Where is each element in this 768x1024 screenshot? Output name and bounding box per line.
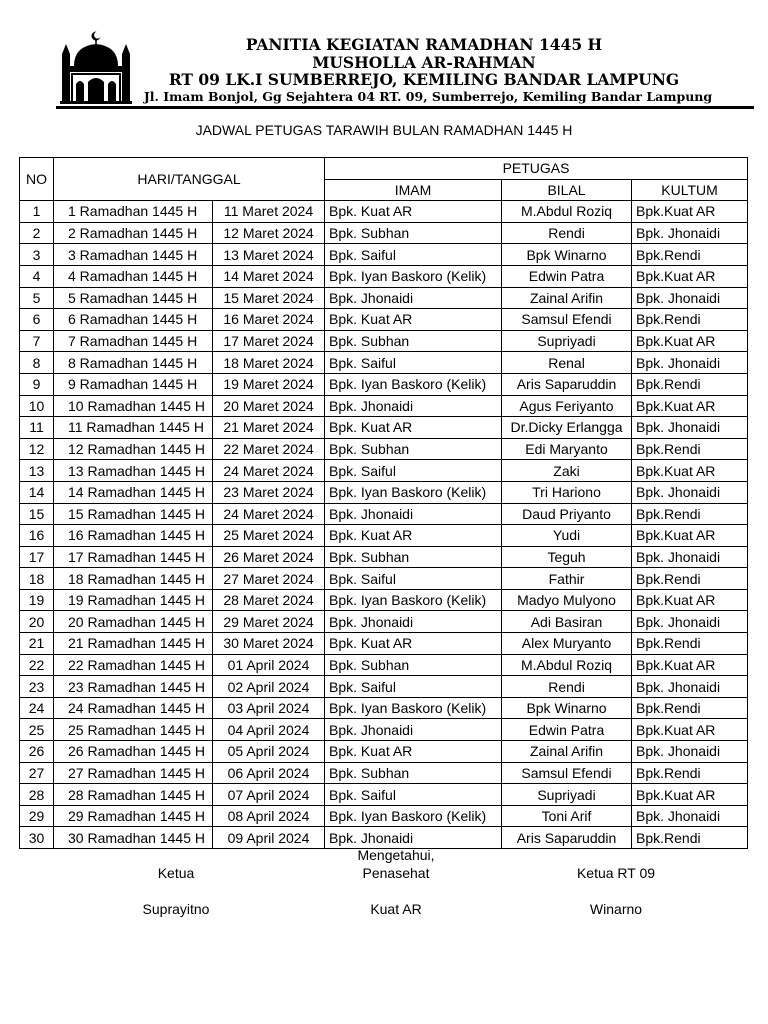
row-hari: 7 Ramadhan 1445 H (54, 330, 213, 352)
row-bilal: Zaki (502, 460, 632, 482)
table-row (20, 265, 748, 287)
table-row (20, 697, 748, 719)
row-no: 27 (20, 762, 54, 784)
table-row (20, 222, 748, 244)
penasehat-label: Penasehat (362, 865, 430, 881)
row-tanggal: 11 Maret 2024 (213, 201, 325, 223)
row-hari: 18 Ramadhan 1445 H (54, 568, 213, 590)
row-bilal: Dr.Dicky Erlangga (502, 417, 632, 439)
row-kultum: Bpk. Jhonaidi (632, 676, 748, 698)
row-bilal: Tri Hariono (502, 481, 632, 503)
table-row (20, 503, 748, 525)
row-bilal: Aris Saparuddin (502, 827, 632, 849)
row-tanggal: 08 April 2024 (213, 805, 325, 827)
row-no: 11 (20, 417, 54, 439)
row-tanggal: 14 Maret 2024 (213, 265, 325, 287)
row-imam: Bpk. Jhonaidi (325, 719, 502, 741)
table-row (20, 244, 748, 266)
committee-title: PANITIA KEGIATAN RAMADHAN 1445 H (245, 35, 603, 54)
row-imam: Bpk. Iyan Baskoro (Kelik) (325, 805, 502, 827)
row-kultum: Bpk.Rendi (632, 633, 748, 655)
row-hari: 24 Ramadhan 1445 H (54, 697, 213, 719)
table-row (20, 784, 748, 806)
table-row (20, 395, 748, 417)
row-imam: Bpk. Jhonaidi (325, 395, 502, 417)
row-imam: Bpk. Saiful (325, 460, 502, 482)
row-kultum: Bpk.Rendi (632, 438, 748, 460)
row-kultum: Bpk.Rendi (632, 568, 748, 590)
row-tanggal: 19 Maret 2024 (213, 373, 325, 395)
row-bilal: Samsul Efendi (502, 762, 632, 784)
row-no: 22 (20, 654, 54, 676)
row-tanggal: 24 Maret 2024 (213, 460, 325, 482)
row-bilal: Toni Arif (502, 805, 632, 827)
row-kultum: Bpk.Rendi (632, 762, 748, 784)
table-row (20, 330, 748, 352)
row-hari: 8 Ramadhan 1445 H (54, 352, 213, 374)
ketua-name: Suprayitno (142, 901, 210, 917)
table-row (20, 287, 748, 309)
row-tanggal: 13 Maret 2024 (213, 244, 325, 266)
table-row (20, 460, 748, 482)
row-hari: 23 Ramadhan 1445 H (54, 676, 213, 698)
header-hari-tanggal: HARI/TANGGAL (54, 158, 325, 201)
row-no: 24 (20, 697, 54, 719)
row-tanggal: 26 Maret 2024 (213, 546, 325, 568)
row-no: 7 (20, 330, 54, 352)
row-hari: 4 Ramadhan 1445 H (54, 265, 213, 287)
address-line: Jl. Imam Bonjol, Gg Sejahtera 04 RT. 09, Sumberrejo, Kemiling Bandar Lampung (143, 89, 713, 104)
row-tanggal: 16 Maret 2024 (213, 309, 325, 331)
row-tanggal: 12 Maret 2024 (213, 222, 325, 244)
row-hari: 25 Ramadhan 1445 H (54, 719, 213, 741)
row-kultum: Bpk.Kuat AR (632, 330, 748, 352)
row-imam: Bpk. Subhan (325, 330, 502, 352)
row-hari: 17 Ramadhan 1445 H (54, 546, 213, 568)
row-hari: 6 Ramadhan 1445 H (54, 309, 213, 331)
row-hari: 27 Ramadhan 1445 H (54, 762, 213, 784)
row-no: 20 (20, 611, 54, 633)
row-kultum: Bpk.Kuat AR (632, 460, 748, 482)
table-row (20, 373, 748, 395)
row-imam: Bpk. Saiful (325, 676, 502, 698)
row-tanggal: 23 Maret 2024 (213, 481, 325, 503)
row-bilal: Adi Basiran (502, 611, 632, 633)
row-bilal: Edi Maryanto (502, 438, 632, 460)
row-bilal: Daud Priyanto (502, 503, 632, 525)
table-row (20, 525, 748, 547)
row-imam: Bpk. Kuat AR (325, 417, 502, 439)
row-hari: 12 Ramadhan 1445 H (54, 438, 213, 460)
row-imam: Bpk. Iyan Baskoro (Kelik) (325, 697, 502, 719)
schedule-table (19, 157, 748, 849)
row-imam: Bpk. Iyan Baskoro (Kelik) (325, 481, 502, 503)
row-no: 9 (20, 373, 54, 395)
row-imam: Bpk. Iyan Baskoro (Kelik) (325, 589, 502, 611)
row-imam: Bpk. Jhonaidi (325, 611, 502, 633)
row-no: 3 (20, 244, 54, 266)
row-no: 16 (20, 525, 54, 547)
row-kultum: Bpk. Jhonaidi (632, 352, 748, 374)
row-bilal: Alex Muryanto (502, 633, 632, 655)
ketua-label: Ketua (157, 865, 195, 881)
row-no: 8 (20, 352, 54, 374)
row-tanggal: 09 April 2024 (213, 827, 325, 849)
row-bilal: Zainal Arifin (502, 741, 632, 763)
table-row (20, 805, 748, 827)
row-bilal: M.Abdul Roziq (502, 654, 632, 676)
row-bilal: Edwin Patra (502, 265, 632, 287)
row-bilal: Bpk Winarno (502, 697, 632, 719)
row-no: 13 (20, 460, 54, 482)
row-hari: 29 Ramadhan 1445 H (54, 805, 213, 827)
table-row (20, 827, 748, 849)
row-bilal: Teguh (502, 546, 632, 568)
table-row (20, 568, 748, 590)
row-imam: Bpk. Kuat AR (325, 525, 502, 547)
row-imam: Bpk. Saiful (325, 244, 502, 266)
row-bilal: Supriyadi (502, 784, 632, 806)
row-hari: 28 Ramadhan 1445 H (54, 784, 213, 806)
row-kultum: Bpk. Jhonaidi (632, 417, 748, 439)
row-tanggal: 05 April 2024 (213, 741, 325, 763)
row-bilal: Fathir (502, 568, 632, 590)
row-no: 19 (20, 589, 54, 611)
ketua-rt-label: Ketua RT 09 (576, 865, 656, 881)
row-no: 6 (20, 309, 54, 331)
header-no: NO (20, 158, 54, 201)
row-no: 5 (20, 287, 54, 309)
row-imam: Bpk. Saiful (325, 784, 502, 806)
row-tanggal: 22 Maret 2024 (213, 438, 325, 460)
row-no: 29 (20, 805, 54, 827)
row-no: 10 (20, 395, 54, 417)
table-row (20, 611, 748, 633)
row-no: 4 (20, 265, 54, 287)
row-kultum: Bpk.Kuat AR (632, 265, 748, 287)
row-hari: 14 Ramadhan 1445 H (54, 481, 213, 503)
row-hari: 15 Ramadhan 1445 H (54, 503, 213, 525)
row-no: 25 (20, 719, 54, 741)
table-row (20, 546, 748, 568)
ketua-rt-name: Winarno (589, 901, 643, 917)
row-no: 21 (20, 633, 54, 655)
row-tanggal: 18 Maret 2024 (213, 352, 325, 374)
row-bilal: M.Abdul Roziq (502, 201, 632, 223)
row-no: 12 (20, 438, 54, 460)
row-kultum: Bpk. Jhonaidi (632, 546, 748, 568)
table-row (20, 438, 748, 460)
row-no: 18 (20, 568, 54, 590)
row-kultum: Bpk.Kuat AR (632, 719, 748, 741)
row-imam: Bpk. Subhan (325, 222, 502, 244)
row-hari: 5 Ramadhan 1445 H (54, 287, 213, 309)
table-row (20, 352, 748, 374)
table-row (20, 201, 748, 223)
row-imam: Bpk. Subhan (325, 654, 502, 676)
row-imam: Bpk. Jhonaidi (325, 503, 502, 525)
table-row (20, 589, 748, 611)
header-kultum: KULTUM (632, 179, 748, 201)
row-imam: Bpk. Jhonaidi (325, 287, 502, 309)
row-kultum: Bpk.Rendi (632, 309, 748, 331)
row-bilal: Rendi (502, 222, 632, 244)
musholla-name: MUSHOLLA AR-RAHMAN (312, 53, 536, 72)
row-imam: Bpk. Subhan (325, 438, 502, 460)
row-hari: 9 Ramadhan 1445 H (54, 373, 213, 395)
header-bilal: BILAL (502, 179, 632, 201)
row-no: 17 (20, 546, 54, 568)
row-kultum: Bpk. Jhonaidi (632, 287, 748, 309)
row-hari: 20 Ramadhan 1445 H (54, 611, 213, 633)
row-tanggal: 20 Maret 2024 (213, 395, 325, 417)
document-title: JADWAL PETUGAS TARAWIH BULAN RAMADHAN 1445 H (195, 122, 573, 138)
row-imam: Bpk. Kuat AR (325, 633, 502, 655)
row-tanggal: 25 Maret 2024 (213, 525, 325, 547)
row-tanggal: 30 Maret 2024 (213, 633, 325, 655)
row-tanggal: 21 Maret 2024 (213, 417, 325, 439)
table-row (20, 719, 748, 741)
table-row (20, 676, 748, 698)
row-kultum: Bpk.Kuat AR (632, 525, 748, 547)
row-tanggal: 01 April 2024 (213, 654, 325, 676)
row-kultum: Bpk. Jhonaidi (632, 741, 748, 763)
row-tanggal: 02 April 2024 (213, 676, 325, 698)
row-kultum: Bpk.Rendi (632, 244, 748, 266)
table-row (20, 633, 748, 655)
row-tanggal: 29 Maret 2024 (213, 611, 325, 633)
row-hari: 1 Ramadhan 1445 H (54, 201, 213, 223)
row-bilal: Supriyadi (502, 330, 632, 352)
row-imam: Bpk. Kuat AR (325, 741, 502, 763)
table-row (20, 654, 748, 676)
row-tanggal: 03 April 2024 (213, 697, 325, 719)
row-hari: 11 Ramadhan 1445 H (54, 417, 213, 439)
row-kultum: Bpk. Jhonaidi (632, 805, 748, 827)
row-hari: 22 Ramadhan 1445 H (54, 654, 213, 676)
row-kultum: Bpk.Rendi (632, 827, 748, 849)
row-hari: 21 Ramadhan 1445 H (54, 633, 213, 655)
row-bilal: Rendi (502, 676, 632, 698)
row-imam: Bpk. Iyan Baskoro (Kelik) (325, 265, 502, 287)
row-bilal: Aris Saparuddin (502, 373, 632, 395)
row-tanggal: 06 April 2024 (213, 762, 325, 784)
row-imam: Bpk. Iyan Baskoro (Kelik) (325, 373, 502, 395)
row-no: 30 (20, 827, 54, 849)
mengetahui-label: Mengetahui, (357, 847, 435, 863)
row-no: 15 (20, 503, 54, 525)
row-imam: Bpk. Saiful (325, 568, 502, 590)
row-kultum: Bpk.Kuat AR (632, 201, 748, 223)
table-row (20, 762, 748, 784)
row-no: 26 (20, 741, 54, 763)
row-hari: 30 Ramadhan 1445 H (54, 827, 213, 849)
row-bilal: Samsul Efendi (502, 309, 632, 331)
schedule-rows (20, 201, 748, 849)
row-tanggal: 07 April 2024 (213, 784, 325, 806)
row-no: 2 (20, 222, 54, 244)
row-bilal: Zainal Arifin (502, 287, 632, 309)
row-tanggal: 28 Maret 2024 (213, 589, 325, 611)
row-kultum: Bpk. Jhonaidi (632, 611, 748, 633)
row-hari: 10 Ramadhan 1445 H (54, 395, 213, 417)
row-hari: 2 Ramadhan 1445 H (54, 222, 213, 244)
row-hari: 13 Ramadhan 1445 H (54, 460, 213, 482)
row-no: 28 (20, 784, 54, 806)
row-kultum: Bpk.Kuat AR (632, 589, 748, 611)
location-line: RT 09 LK.I SUMBERREJO, KEMILING BANDAR LAMPUNG (168, 70, 680, 89)
header-imam: IMAM (325, 179, 502, 201)
row-imam: Bpk. Subhan (325, 762, 502, 784)
row-hari: 19 Ramadhan 1445 H (54, 589, 213, 611)
row-tanggal: 27 Maret 2024 (213, 568, 325, 590)
row-no: 1 (20, 201, 54, 223)
row-kultum: Bpk.Rendi (632, 373, 748, 395)
row-kultum: Bpk. Jhonaidi (632, 222, 748, 244)
row-bilal: Bpk Winarno (502, 244, 632, 266)
row-tanggal: 15 Maret 2024 (213, 287, 325, 309)
row-kultum: Bpk.Rendi (632, 503, 748, 525)
row-kultum: Bpk.Kuat AR (632, 654, 748, 676)
header-petugas: PETUGAS (325, 158, 748, 180)
row-kultum: Bpk. Jhonaidi (632, 481, 748, 503)
header-divider (56, 106, 754, 109)
row-hari: 3 Ramadhan 1445 H (54, 244, 213, 266)
row-imam: Bpk. Saiful (325, 352, 502, 374)
row-tanggal: 17 Maret 2024 (213, 330, 325, 352)
row-bilal: Yudi (502, 525, 632, 547)
table-row (20, 309, 748, 331)
row-imam: Bpk. Kuat AR (325, 201, 502, 223)
row-kultum: Bpk.Kuat AR (632, 784, 748, 806)
row-hari: 16 Ramadhan 1445 H (54, 525, 213, 547)
row-imam: Bpk. Jhonaidi (325, 827, 502, 849)
row-imam: Bpk. Subhan (325, 546, 502, 568)
row-hari: 26 Ramadhan 1445 H (54, 741, 213, 763)
row-kultum: Bpk.Rendi (632, 697, 748, 719)
row-bilal: Agus Feriyanto (502, 395, 632, 417)
letterhead (0, 0, 768, 110)
table-row (20, 481, 748, 503)
table-row (20, 741, 748, 763)
row-tanggal: 04 April 2024 (213, 719, 325, 741)
row-bilal: Edwin Patra (502, 719, 632, 741)
penasehat-name: Kuat AR (370, 901, 422, 917)
row-bilal: Madyo Mulyono (502, 589, 632, 611)
row-tanggal: 24 Maret 2024 (213, 503, 325, 525)
row-no: 14 (20, 481, 54, 503)
row-bilal: Renal (502, 352, 632, 374)
table-row (20, 417, 748, 439)
row-no: 23 (20, 676, 54, 698)
row-kultum: Bpk.Kuat AR (632, 395, 748, 417)
row-imam: Bpk. Kuat AR (325, 309, 502, 331)
